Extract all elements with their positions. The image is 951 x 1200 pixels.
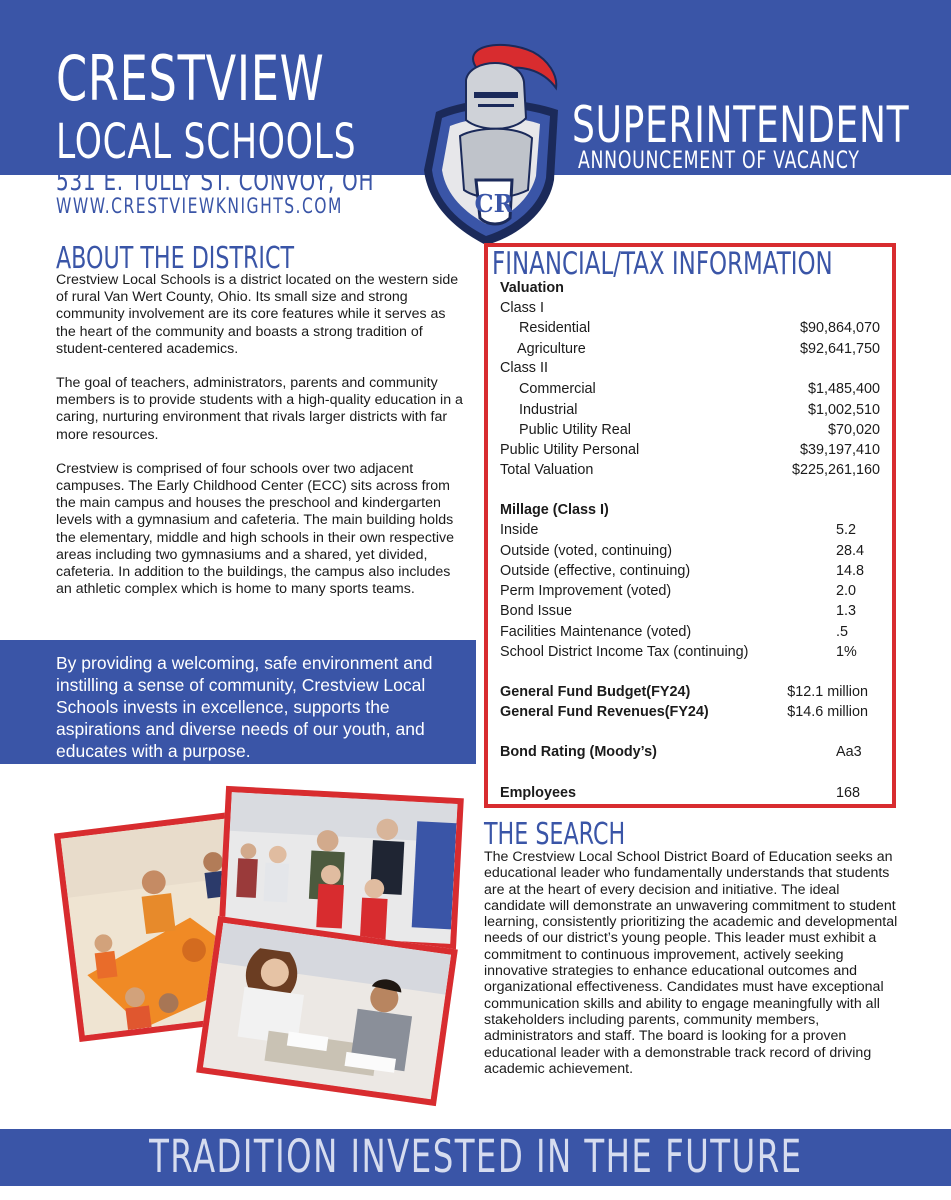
about-paragraph: The goal of teachers, administrators, parents and community members is to provide students with a high-quality education in a caring, nurturing environment that rivals larger districts with far more resources.	[56, 375, 463, 443]
fin-row-employees: Employees 168	[500, 785, 861, 801]
millage-row: School District Income Tax (continuing) 1%	[500, 644, 857, 660]
about-heading: ABOUT THE DISTRICT	[56, 241, 295, 276]
logo-monogram: CR	[474, 189, 514, 218]
knight-logo	[408, 40, 568, 245]
district-name: CRESTVIEW	[56, 42, 325, 115]
class1-label: Class I	[500, 300, 544, 316]
search-body: The Crestview Local School District Board of Education seeks an educational leader who fundamentally understands that students are at the heart of every decision and initiative. The ideal candidate will demonstrate an unwavering commitment to student learning, consistently prioritizing the academic and developmental needs of our district’s young people. This leader must exhibit a commitment to continuous improvement, actively seeking innovative strategies to enhance educational outcomes and organizational effectiveness. Candidates must have exceptional communication skills and ability to engage meaningfully with all stakeholders including parents, community members, administrators and staff. The board is looking for a proven educational leader with a demonstrable track record of driving academic achievement.	[484, 849, 898, 1077]
fin-row-public-utility-personal: Public Utility Personal $39,197,410	[500, 442, 880, 458]
fin-row-gf-revenues: General Fund Revenues(FY24) $14.6 million	[500, 704, 868, 720]
about-body	[56, 272, 466, 615]
district-subtitle: LOCAL SCHOOLS	[56, 114, 357, 170]
millage-row: Outside (effective, continuing) 14.8	[500, 563, 865, 579]
millage-heading: Millage (Class I)	[500, 502, 609, 518]
fin-row-residential: Residential $90,864,070	[519, 320, 880, 336]
search-heading: THE SEARCH	[484, 817, 626, 852]
fin-row-gf-budget: General Fund Budget(FY24) $12.1 million	[500, 684, 868, 700]
fin-row-commercial: Commercial $1,485,400	[519, 381, 880, 397]
fin-row-bond-rating: Bond Rating (Moody’s) Aa3	[500, 744, 862, 760]
about-paragraph: Crestview Local Schools is a district located on the western side of rural Van Wert County, Ohio. Its small size and strong community involvement are its core features while it serves as the heart of the community and boasts a strong tradition of student-centered academics.	[56, 272, 459, 357]
vacancy-subtitle: ANNOUNCEMENT OF VACANCY	[578, 146, 860, 174]
millage-row: Bond Issue 1.3	[500, 603, 857, 619]
class2-label: Class II	[500, 360, 548, 376]
about-paragraph: Crestview is comprised of four schools over two adjacent campuses. The Early Childhood Center (ECC) sits across from the main campus and houses the preschool and kindergarten levels with a gymnasium and cafeteria. The main building holds the elementary, middle and high schools in their own respective areas including two gymnasiums and a shared, yet divided, cafeteria. In addition to the buildings, the campus also includes an athletic complex which is home to many sports teams.	[56, 460, 454, 598]
millage-row: Inside 5.2	[500, 522, 857, 538]
district-address: 531 E. TULLY ST. CONVOY, OH	[56, 166, 375, 197]
district-website[interactable]: WWW.CRESTVIEWKNIGHTS.COM	[56, 194, 343, 218]
valuation-heading: Valuation	[500, 280, 564, 296]
fin-row-public-utility-real: Public Utility Real $70,020	[519, 422, 880, 438]
financial-heading: FINANCIAL/TAX INFORMATION	[492, 246, 833, 282]
fin-row-total-valuation: Total Valuation $225,261,160	[500, 462, 880, 478]
fin-row-agriculture: Agriculture $92,641,750	[517, 341, 880, 357]
vacancy-title: SUPERINTENDENT	[572, 96, 910, 154]
footer-tagline: TRADITION INVESTED IN THE FUTURE	[148, 1130, 803, 1183]
millage-row: Outside (voted, continuing) 28.4	[500, 543, 865, 559]
classroom-photo	[196, 916, 458, 1106]
fin-row-industrial: Industrial $1,002,510	[519, 402, 880, 418]
millage-row: Facilities Maintenance (voted) .5	[500, 624, 849, 640]
millage-row: Perm Improvement (voted) 2.0	[500, 583, 857, 599]
mission-statement: By providing a welcoming, safe environment and instilling a sense of community, Crestview Local Schools invests in excellence, supports the aspirations and diverse needs of our youth, and educates with a purpose.	[56, 653, 433, 761]
